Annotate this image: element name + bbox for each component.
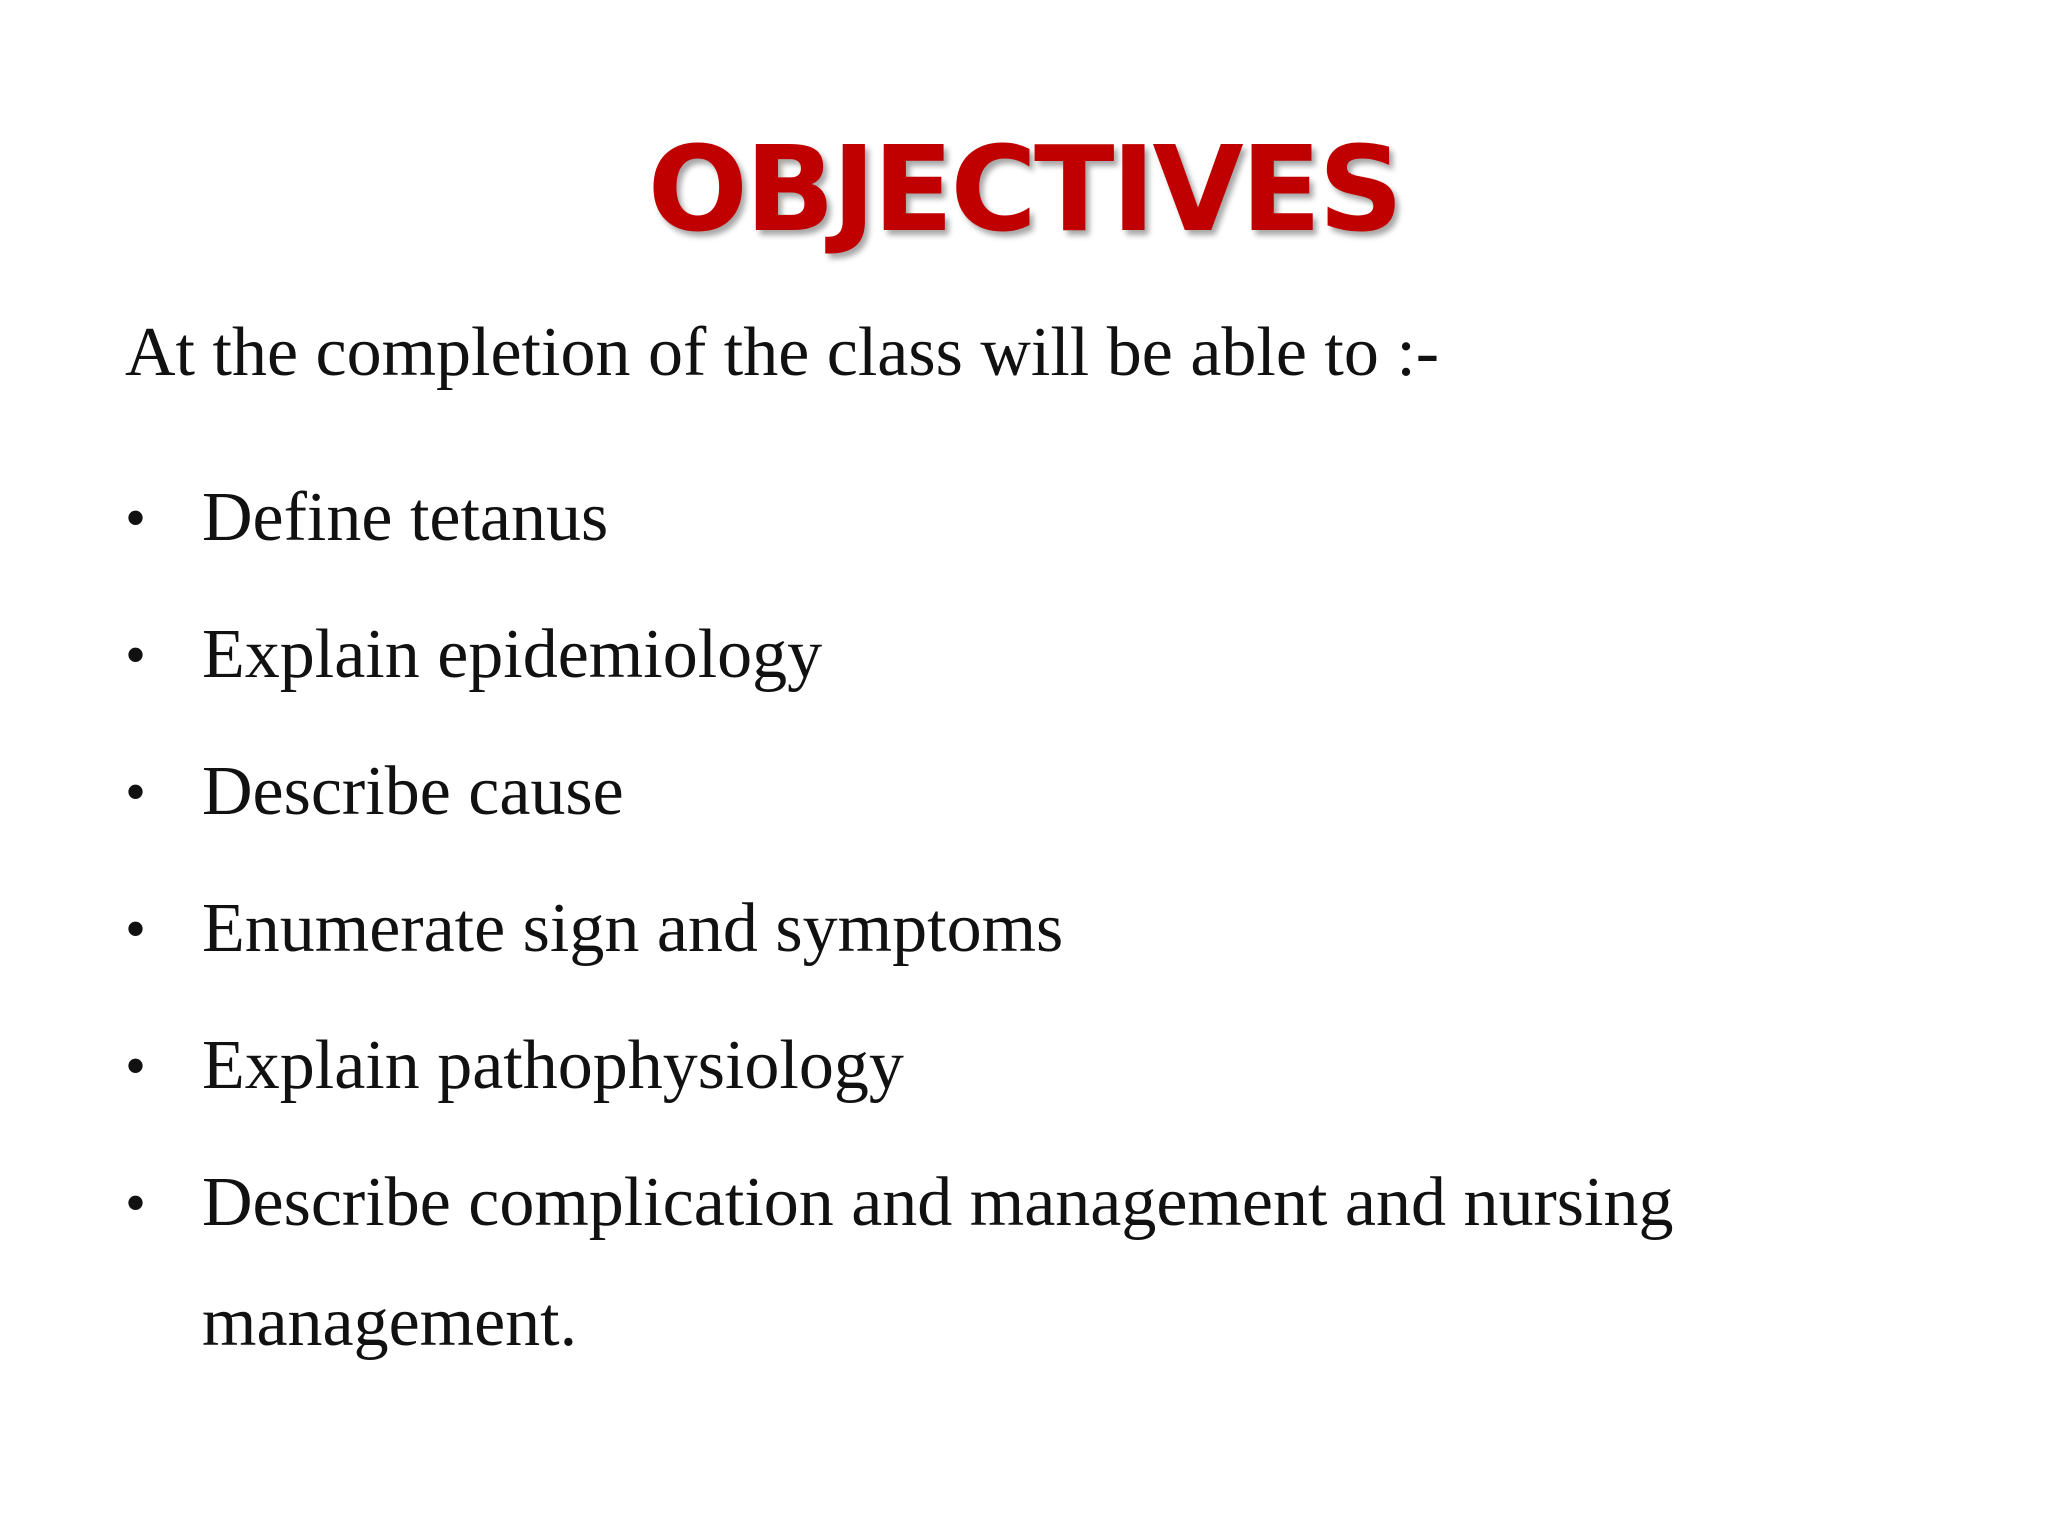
- slide-title: OBJECTIVES: [647, 120, 1401, 258]
- objective-text: Describe cause: [202, 753, 624, 830]
- bullet-icon: •: [125, 759, 147, 825]
- objective-text: Explain epidemiology: [202, 616, 823, 693]
- bullet-icon: •: [125, 485, 147, 551]
- list-item: [125, 458, 1975, 578]
- bullet-icon: •: [125, 1033, 147, 1099]
- objective-list: [125, 458, 1975, 1400]
- list-item: [125, 732, 1975, 852]
- list-item: [125, 1143, 1975, 1383]
- intro-text: At the completion of the class will be able to :-: [125, 314, 1440, 391]
- bullet-icon: •: [125, 1170, 147, 1236]
- objective-text: Describe complication and management and nursing management.: [202, 1164, 1674, 1361]
- bullet-icon: •: [125, 622, 147, 688]
- objective-text: Enumerate sign and symptoms: [202, 890, 1064, 967]
- objective-text: Explain pathophysiology: [202, 1027, 904, 1104]
- bullet-icon: •: [125, 896, 147, 962]
- list-item: [125, 595, 1975, 715]
- objective-text: Define tetanus: [202, 479, 609, 556]
- list-item: [125, 1006, 1975, 1126]
- list-item: [125, 869, 1975, 989]
